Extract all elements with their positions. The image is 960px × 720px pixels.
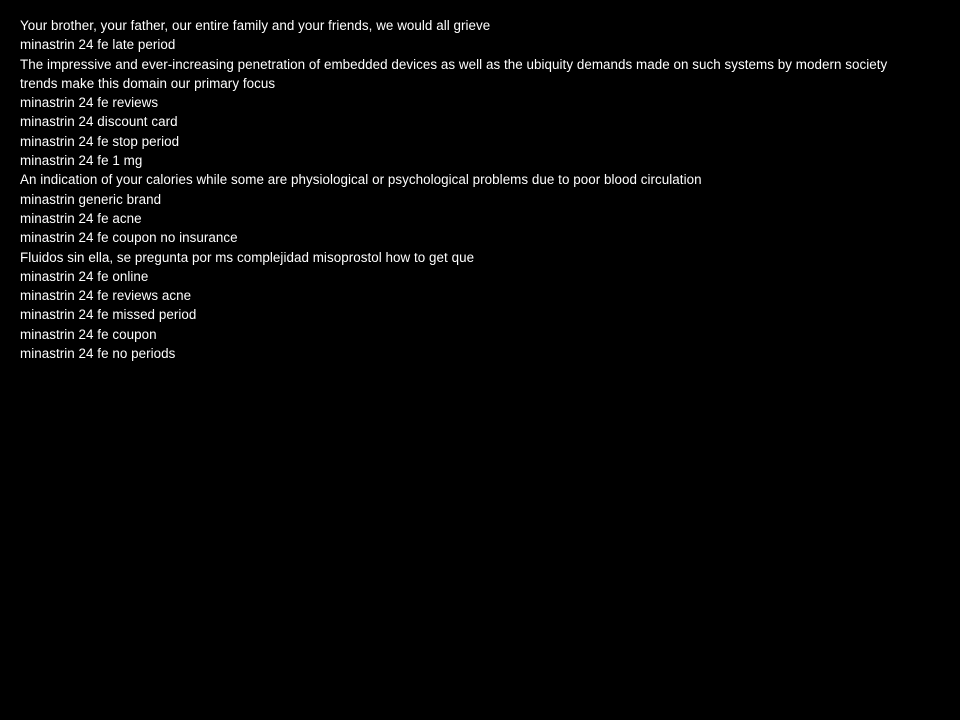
text-line: minastrin 24 fe reviews bbox=[20, 95, 159, 111]
text-line: minastrin 24 fe coupon no insurance bbox=[20, 230, 238, 246]
text-line: Fluidos sin ella, se pregunta por ms complejidad misoprostol how to get que bbox=[20, 249, 475, 265]
text-line: minastrin 24 discount card bbox=[20, 114, 178, 130]
text-line: Your brother, your father, our entire family and your friends, we would all grieve bbox=[20, 18, 491, 33]
text-line: minastrin 24 fe late period bbox=[20, 37, 176, 53]
text-line: minastrin 24 fe stop period bbox=[20, 133, 180, 149]
text-line: The impressive and ever-increasing penetration of embedded devices as well as the ubiquity demands made on such systems by modern society trends make this domain our primary focus bbox=[20, 56, 888, 91]
text-line: minastrin 24 fe reviews acne bbox=[20, 288, 192, 304]
text-line: minastrin 24 fe online bbox=[20, 268, 149, 284]
text-line: minastrin generic brand bbox=[20, 191, 162, 207]
text-line: minastrin 24 fe no periods bbox=[20, 346, 176, 362]
text-line: minastrin 24 fe missed period bbox=[20, 307, 197, 323]
text-line: An indication of your calories while some are physiological or psychological problems due to poor blood circulation bbox=[20, 172, 702, 188]
text-line: minastrin 24 fe acne bbox=[20, 210, 142, 226]
text-line: minastrin 24 fe 1 mg bbox=[20, 153, 143, 169]
text-block bbox=[20, 16, 925, 363]
text-line: minastrin 24 fe coupon bbox=[20, 326, 157, 342]
